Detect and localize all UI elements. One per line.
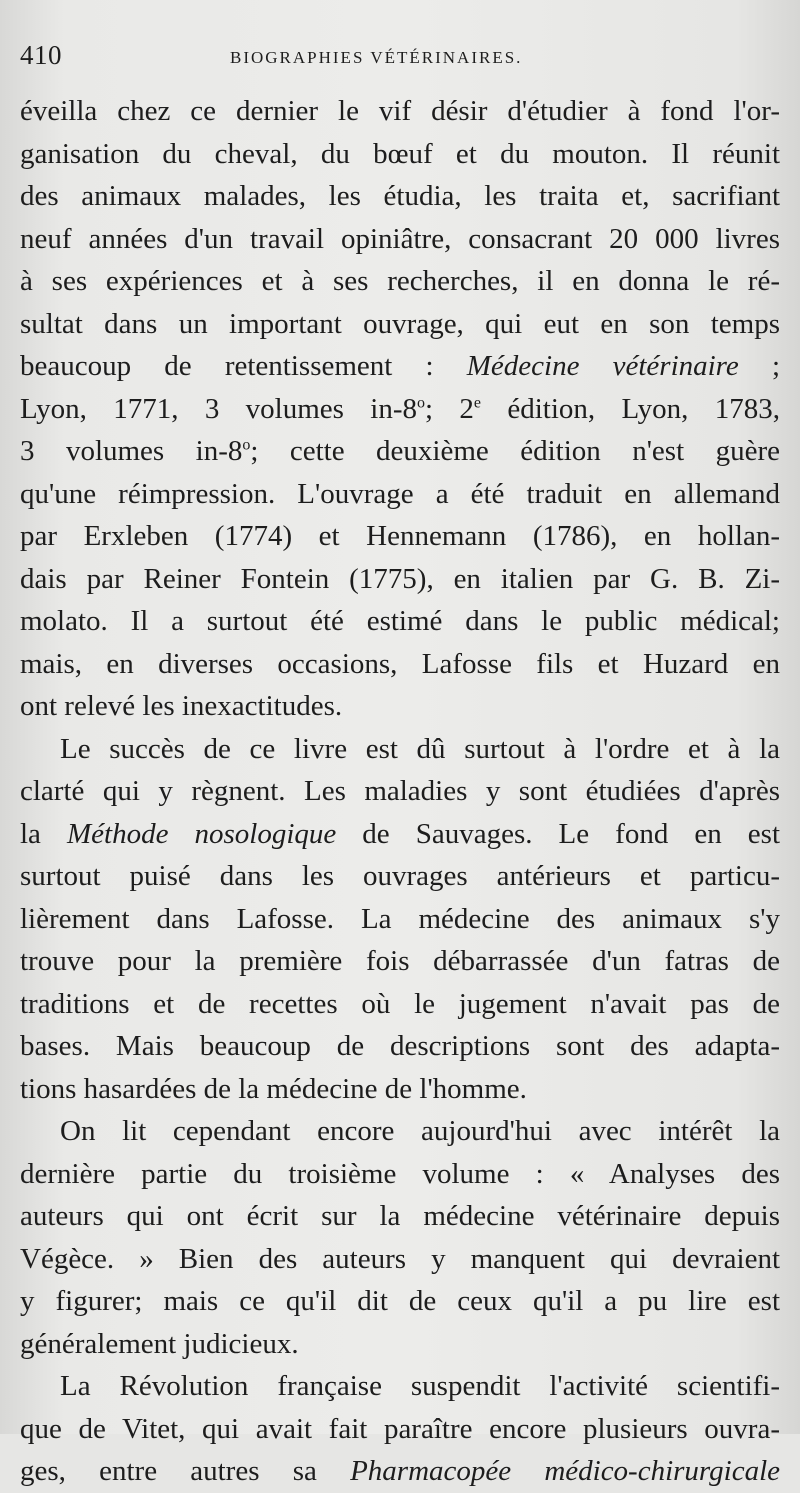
- text-span: de Sauvages. Le fond en est: [336, 817, 781, 850]
- text-line: neuf années d'un travail opiniâtre, consacrant 20 000 livres: [20, 222, 780, 255]
- text-line: ont relevé les inexactitudes.: [20, 690, 343, 722]
- page-number: 410: [20, 40, 62, 70]
- superscript: e: [473, 393, 482, 411]
- paragraph-3: [20, 1110, 780, 1365]
- text-line: des animaux malades, les étudia, les traita et, sacrifiant: [20, 180, 780, 212]
- page-header: [20, 40, 780, 80]
- book-title-italic: Médecine vétérinaire: [466, 350, 739, 382]
- paragraph-1: [20, 90, 780, 728]
- text-line: auteurs qui ont écrit sur la médecine vétérinaire depuis: [20, 1200, 780, 1232]
- text-line: généralement judicieux.: [20, 1327, 299, 1360]
- text-line: clarté qui y règnent. Les maladies y sont étudiées d'après: [20, 775, 780, 807]
- text-span: ges, entre autres sa: [20, 1455, 351, 1487]
- text-span: ;: [738, 350, 780, 382]
- text-line: La Révolution française suspendit l'activité scientifi-: [60, 1370, 780, 1402]
- text-line: [20, 1450, 780, 1493]
- text-line: molato. Il a surtout été estimé dans le public médical;: [20, 605, 780, 637]
- paragraph-2: [20, 728, 780, 1111]
- text-line: [20, 430, 780, 473]
- text-line: éveilla chez ce dernier le vif désir d'étudier à fond l'or-: [20, 95, 780, 127]
- superscript: o: [242, 436, 251, 454]
- text-line: [20, 813, 780, 856]
- text-line: qu'une réimpression. L'ouvrage a été traduit en allemand: [20, 477, 780, 510]
- text-span: la: [20, 817, 67, 850]
- text-line: que de Vitet, qui avait fait paraître encore plusieurs ouvra-: [20, 1412, 780, 1445]
- text-span: édition, Lyon, 1783,: [481, 392, 780, 425]
- text-line: Végèce. » Bien des auteurs y manquent qui devraient: [20, 1242, 780, 1275]
- text-line: On lit cependant encore aujourd'hui avec intérêt la: [60, 1115, 780, 1147]
- book-title-italic: Pharmacopée médico-chirurgicale: [350, 1455, 780, 1487]
- text-line: [20, 345, 780, 388]
- text-line: sultat dans un important ouvrage, qui eut en son temps: [20, 307, 780, 340]
- text-line: traditions et de recettes où le jugement n'avait pas de: [20, 987, 780, 1020]
- text-line: mais, en diverses occasions, Lafosse fils et Huzard en: [20, 647, 780, 680]
- text-line: à ses expériences et à ses recherches, il en donna le ré-: [20, 265, 780, 297]
- text-line: dernière partie du troisième volume : « Analyses des: [20, 1157, 780, 1190]
- text-span: 3 volumes in-8: [20, 435, 243, 467]
- text-span: ; 2: [425, 392, 474, 425]
- text-line: par Erxleben (1774) et Hennemann (1786), en hollan-: [20, 520, 780, 552]
- text-line: lièrement dans Lafosse. La médecine des animaux s'y: [20, 902, 780, 935]
- text-line: dais par Reiner Fontein (1775), en italien par G. B. Zi-: [20, 562, 780, 595]
- text-line: tions hasardées de la médecine de l'homme.: [20, 1072, 527, 1105]
- text-line: surtout puisé dans les ouvrages antérieurs et particu-: [20, 860, 780, 892]
- book-title-italic: Méthode nosologique: [66, 817, 337, 850]
- running-head: BIOGRAPHIES VÉTÉRINAIRES.: [230, 48, 523, 67]
- text-line: y figurer; mais ce qu'il dit de ceux qu'il a pu lire est: [20, 1285, 780, 1317]
- text-line: ganisation du cheval, du bœuf et du mouton. Il réunit: [20, 137, 780, 170]
- text-span: beaucoup de retentissement :: [20, 350, 467, 382]
- text-line: [20, 388, 780, 431]
- text-line: bases. Mais beaucoup de descriptions sont des adapta-: [20, 1030, 780, 1062]
- text-line: trouve pour la première fois débarrassée d'un fatras de: [20, 945, 780, 977]
- superscript: o: [417, 393, 425, 411]
- paragraph-4: [20, 1365, 780, 1493]
- text-line: Le succès de ce livre est dû surtout à l'ordre et à la: [60, 732, 780, 765]
- text-span: ; cette deuxième édition n'est guère: [250, 435, 780, 467]
- body-text: [20, 90, 780, 1493]
- text-span: Lyon, 1771, 3 volumes in-8: [20, 392, 417, 425]
